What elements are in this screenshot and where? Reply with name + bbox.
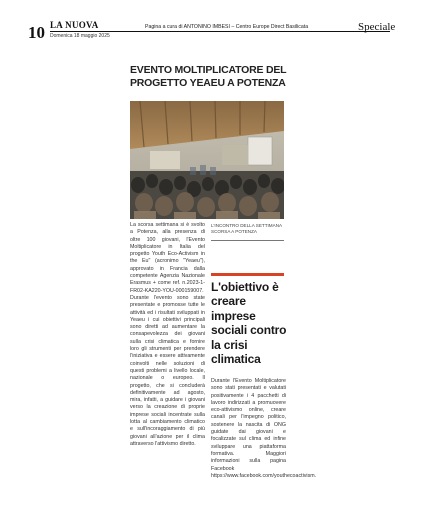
article-headline: EVENTO MOLTIPLICATORE DEL PROGETTO YEAEU A POTENZA: [130, 64, 287, 89]
header-rule: [50, 31, 390, 32]
event-photo: [130, 101, 284, 219]
page-number: 10: [28, 23, 45, 42]
section-label: Speciale: [358, 21, 396, 33]
article-body-column-2: Durante l'Evento Moltiplicatore sono stati presentati e valutati positivamente i 4 pacchetti di lavoro indirizzati a promuovere eco-attivismo online, creare canali per l'impegno politico, sostenere la nascita di ONG guidate dai giovani e focalizzate sul clima ed infine sviluppare una piattaforma formativa. Maggiori informazioni sulla pagina Facebook https://www.facebook.com/youthecoactivism.: [211, 378, 317, 479]
pull-quote-accent-bar: [211, 273, 284, 276]
newspaper-logo: LA NUOVA: [50, 20, 99, 30]
pull-quote: L'obiettivo è creare imprese sociali contro la crisi climatica: [211, 280, 287, 367]
issue-date: Domenica 18 maggio 2025: [50, 33, 110, 39]
page-curator: Pagina a cura di ANTONINO IMBESI – Centro Europe Direct Basilicata: [145, 24, 309, 30]
page-header: [0, 0, 435, 44]
article-body-column-1: La scorsa settimana si è svolto a Potenza, alla presenza di oltre 100 giovani, l'Evento Moltiplicatore in Italia del progetto Youth Eco-Activism in the Eu" (acronimo "Yeaeu"), approvato in Francia dalla competente Agenzia Nazionale Erasmus + come ref. n.2023-1-FR02-KA220-YOU-000159007. Durante l'evento sono state presentate e promosse tutte le attività ed i risultati sviluppati in Yeaeu i cui obiettivi principali sono diretti ad aumentare la consapevolezza dei giovani sulla crisi climatica e fornire loro gli strumenti per prendere l'iniziativa e essere attivamente coinvolti nelle soluzioni di questi problemi a livello locale, nazionale o europeo. Il progetto, che si concluderà definitivamente ad agosto, mira, infatti, a guidare i giovani verso la creazione di proprie imprese sociali incentrate sulla lotta al cambiamento climatico e sull'incoraggiamento di più giovani all'azione per il clima attraverso l'attivismo diretto.: [130, 222, 205, 447]
event-photo-image: [130, 101, 284, 219]
caption-rule: [211, 240, 284, 241]
photo-caption: L'INCONTRO DELLA SETTIMANA SCORSA A POTENZA: [211, 223, 282, 234]
